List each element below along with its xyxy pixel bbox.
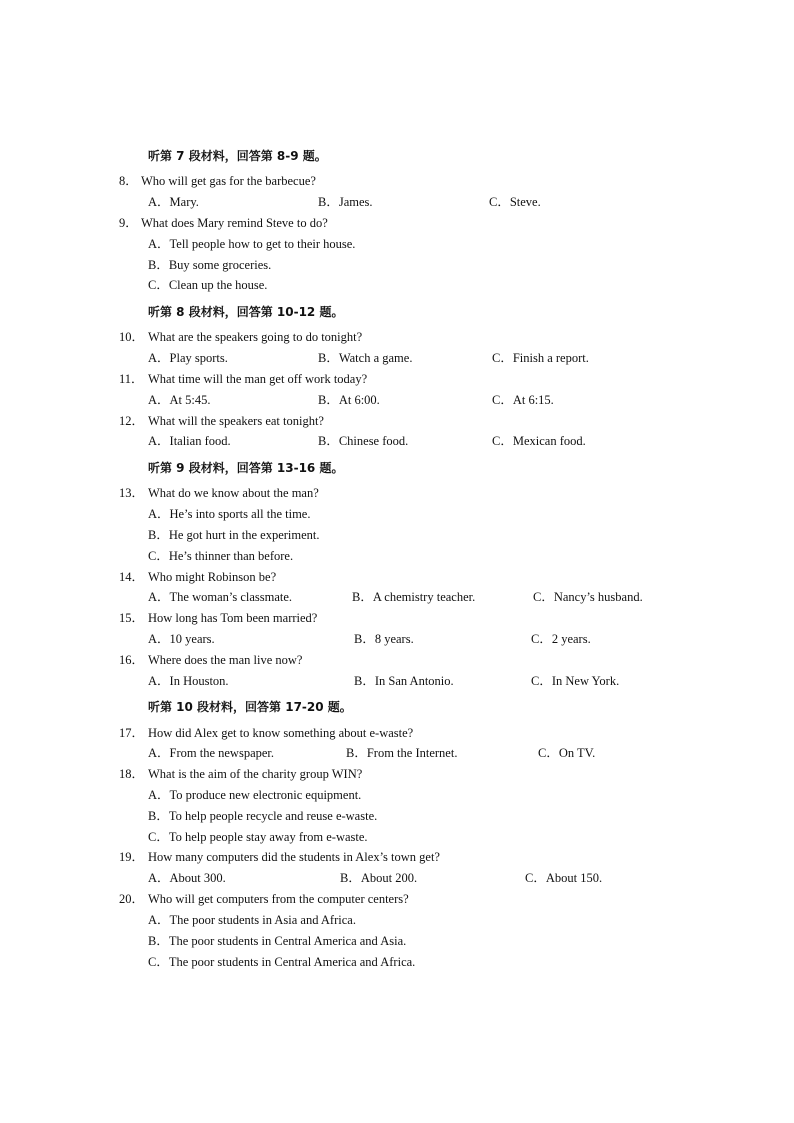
option-a: A．Italian food. — [148, 434, 231, 448]
option-b: B．Chinese food. — [318, 434, 409, 448]
question-number: 11． — [119, 372, 144, 386]
section-heading: 听第 8 段材料，回答第 10-12 题。 — [148, 305, 344, 319]
option-a: A．About 300. — [148, 871, 226, 885]
option-b: B．From the Internet. — [346, 746, 458, 760]
question-number: 9． — [119, 216, 138, 230]
option-c: C．The poor students in Central America and Africa. — [148, 955, 416, 969]
question-number: 17． — [119, 726, 145, 740]
section-heading: 听第 10 段材料，回答第 17-20 题。 — [148, 700, 352, 714]
question-number: 13． — [119, 486, 145, 500]
question-text: How many computers did the students in Alex’s town get? — [148, 850, 440, 864]
section-heading: 听第 9 段材料，回答第 13-16 题。 — [148, 461, 344, 475]
option-c: C．In New York. — [531, 674, 620, 688]
option-b: B．Watch a game. — [318, 351, 413, 365]
option-b: B．He got hurt in the experiment. — [148, 528, 320, 542]
question-text: Who will get gas for the barbecue? — [141, 174, 316, 188]
question-text: What is the aim of the charity group WIN? — [148, 767, 363, 781]
question-text: What will the speakers eat tonight? — [148, 414, 324, 428]
option-c: C．Finish a report. — [492, 351, 589, 365]
option-c: C．On TV. — [538, 746, 596, 760]
question-number: 12． — [119, 414, 145, 428]
question-number: 14． — [119, 570, 145, 584]
option-a: A．Tell people how to get to their house. — [148, 237, 356, 251]
option-c: C．Nancy’s husband. — [533, 590, 643, 604]
option-c: C．2 years. — [531, 632, 591, 646]
question-number: 16． — [119, 653, 145, 667]
question-number: 20． — [119, 892, 145, 906]
option-b: B．Buy some groceries. — [148, 258, 272, 272]
option-b: B．To help people recycle and reuse e-waste. — [148, 809, 378, 823]
option-c: C．He’s thinner than before. — [148, 549, 294, 563]
question-text: Who will get computers from the computer centers? — [148, 892, 409, 906]
option-b: B．In San Antonio. — [354, 674, 454, 688]
option-a: A．To produce new electronic equipment. — [148, 788, 362, 802]
question-text: Where does the man live now? — [148, 653, 303, 667]
option-c: C．Mexican food. — [492, 434, 586, 448]
option-a: A．From the newspaper. — [148, 746, 275, 760]
section-heading: 听第 7 段材料，回答第 8-9 题。 — [148, 149, 327, 163]
question-text: What does Mary remind Steve to do? — [141, 216, 328, 230]
option-b: B．About 200. — [340, 871, 418, 885]
option-c: C．To help people stay away from e-waste. — [148, 830, 368, 844]
question-number: 19． — [119, 850, 145, 864]
option-c: C．Clean up the house. — [148, 278, 268, 292]
option-a: A．10 years. — [148, 632, 215, 646]
option-c: C．Steve. — [489, 195, 541, 209]
option-b: B．The poor students in Central America and Asia. — [148, 934, 407, 948]
question-number: 15． — [119, 611, 145, 625]
question-number: 18． — [119, 767, 145, 781]
option-b: B．8 years. — [354, 632, 414, 646]
question-number: 8． — [119, 174, 138, 188]
option-a: A．Mary. — [148, 195, 199, 209]
option-a: A．The woman’s classmate. — [148, 590, 293, 604]
option-c: C．At 6:15. — [492, 393, 554, 407]
option-a: A．At 5:45. — [148, 393, 211, 407]
option-a: A．The poor students in Asia and Africa. — [148, 913, 356, 927]
option-b: B．A chemistry teacher. — [352, 590, 476, 604]
option-a: A．Play sports. — [148, 351, 228, 365]
question-text: What do we know about the man? — [148, 486, 319, 500]
option-a: A．In Houston. — [148, 674, 229, 688]
option-b: B．James. — [318, 195, 373, 209]
question-text: What time will the man get off work today? — [148, 372, 368, 386]
option-a: A．He’s into sports all the time. — [148, 507, 311, 521]
option-b: B．At 6:00. — [318, 393, 380, 407]
question-text: How did Alex get to know something about e-waste? — [148, 726, 414, 740]
question-text: How long has Tom been married? — [148, 611, 318, 625]
option-c: C．About 150. — [525, 871, 603, 885]
question-text: What are the speakers going to do tonight? — [148, 330, 363, 344]
question-number: 10． — [119, 330, 145, 344]
question-text: Who might Robinson be? — [148, 570, 277, 584]
